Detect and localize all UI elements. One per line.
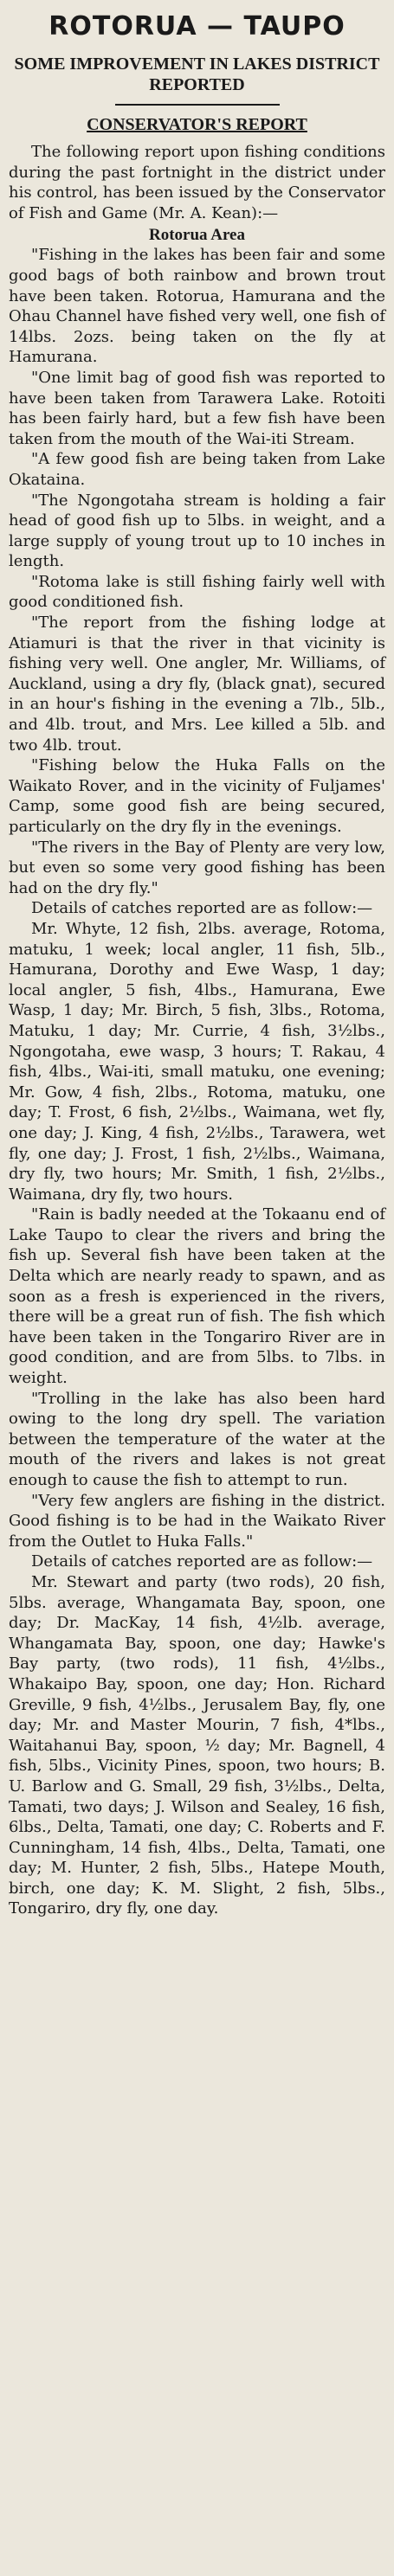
paragraph: "The rivers in the Bay of Plenty are very low, but even so some very good fishing has been had on the dry fly." xyxy=(9,838,385,897)
paragraph: "Rain is badly needed at the Tokaanu end of Lake Taupo to clear the rivers and bring the fish up. Several fish have been taken at the Delta which are nearly ready to spawn, and as soon as a fresh is experienced in the rivers, there will be a great run of fish. The fish which have been taken in the Tongariro River are in good condition, and are from 5lbs. to 7lbs. in weight. xyxy=(9,1205,385,1388)
paragraph: "A few good fish are being taken from Lake Okataina. xyxy=(9,450,385,489)
section-heading-rotorua: Rotorua Area xyxy=(149,226,245,245)
catch-list-rotorua xyxy=(9,919,385,1204)
paragraph: Details of catches reported are as follow:— xyxy=(31,1552,373,1571)
paragraph: "Very few anglers are fishing in the district. Good fishing is to be had in the Waikato River from the Outlet to Huka Falls." xyxy=(9,1491,385,1551)
catch-details: Mr. Stewart and party (two rods), 20 fish, 5lbs. average, Whangamata Bay, spoon, one day; Dr. MacKay, 14 fish, 4½lb. average, Whangamata Bay, spoon, one day; Hawke's Bay party, (two rods), 11 fish, 4½lbs., Whakaipo Bay, spoon, one day; Hon. Richard Greville, 9 fish, 4½lbs., Jerusalem Bay, fly, one day; Mr. and Master Mourin, 7 fish, 4*lbs., Waitahanui Bay, spoon, ½ day; Mr. Bagnell, 4 fish, 5lbs., Vicinity Pines, spoon, two hours; B. U. Barlow and G. Small, 29 fish, 3½lbs., Delta, Tamati, two days; J. Wilson and Sealey, 16 fish, 6lbs., Delta, Tamati, one day; C. Roberts and F. Cunningham, 14 fish, 4lbs., Delta, Tamati, one day; M. Hunter, 2 fish, 5lbs., Hatepe Mouth, birch, one day; K. M. Slight, 2 fish, 5lbs., Tongariro, dry fly, one day. xyxy=(9,1572,385,1918)
divider-rule xyxy=(115,104,280,106)
catch-list-taupo xyxy=(9,1572,385,1919)
paragraph: "Fishing in the lakes has been fair and some good bags of both rainbow and brown trout have been taken. Rotorua, Hamurana and the Ohau Channel have fished very well, one fish of 14lbs. 2ozs. being taken on the fly at Hamurana. xyxy=(9,246,385,367)
paragraph: "The report from the fishing lodge at Atiamuri is that the river in that vicinity is fishing very well. One angler, Mr. Williams, of Auckland, using a dry fly, (black gnat), secured in an hour's fishing in the evening a 7lb., 5lb., and 4lb. trout, and Mrs. Lee killed a 5lb. and two 4lb. trout. xyxy=(9,613,385,755)
deck xyxy=(9,114,385,135)
paragraph: Details of catches reported are as follow:— xyxy=(31,899,373,918)
subheadline: SOME IMPROVEMENT IN LAKES DISTRICT REPORTED xyxy=(14,55,380,94)
headline: ROTORUA — TAUPO xyxy=(48,11,346,42)
catch-details: Mr. Whyte, 12 fish, 2lbs. average, Rotoma, matuku, 1 week; local angler, 11 fish, 5lb., Hamurana, Dorothy and Ewe Wasp, 1 day; local angler, 5 fish, 4lbs., Hamurana, Ewe Wasp, 1 day; Mr. Birch, 5 fish, 3lbs., Rotoma, Matuku, 1 day; Mr. Currie, 4 fish, 3½lbs., Ngongotaha, ewe wasp, 3 hours; T. Rakau, 4 fish, 4lbs., Wai-iti, small matuku, one evening; Mr. Gow, 4 fish, 2lbs., Rotoma, matuku, one day; T. Frost, 6 fish, 2½lbs., Waimana, wet fly, one day; J. King, 4 fish, 2½lbs., Tarawera, wet fly, one day; J. Frost, 1 fish, 2½lbs., Waimana, dry fly, two hours; Mr. Smith, 1 fish, 2½lbs., Waimana, dry fly, two hours. xyxy=(9,919,385,1204)
paragraph: "Rotoma lake is still fishing fairly well with good conditioned fish. xyxy=(9,572,385,612)
paragraph: "Trolling in the lake has also been hard owing to the long dry spell. The variation between the temperature of the water at the mouth of the rivers and lakes is not great enough to cause the fish to attempt to run. xyxy=(9,1389,385,1489)
deck-text: CONSERVATOR'S REPORT xyxy=(87,115,307,134)
paragraph: "Fishing below the Huka Falls on the Waikato Rover, and in the vicinity of Fuljames' Camp, some good fish are being secured, particularly on the dry fly in the evenings. xyxy=(9,756,385,836)
intro-paragraph: The following report upon fishing conditions during the past fortnight in the district under his control, has been issued by the Conservator of Fish and Game (Mr. A. Kean):— xyxy=(9,143,385,222)
paragraph: "The Ngongotaha stream is holding a fair head of good fish up to 5lbs. in weight, and a large supply of young trout up to 10 inches in length. xyxy=(9,491,385,571)
paragraph: "One limit bag of good fish was reported to have been taken from Tarawera Lake. Rotoiti has been fairly hard, but a few fish have been taken from the mouth of the Wai-iti Stream. xyxy=(9,368,385,448)
article xyxy=(9,0,385,1919)
